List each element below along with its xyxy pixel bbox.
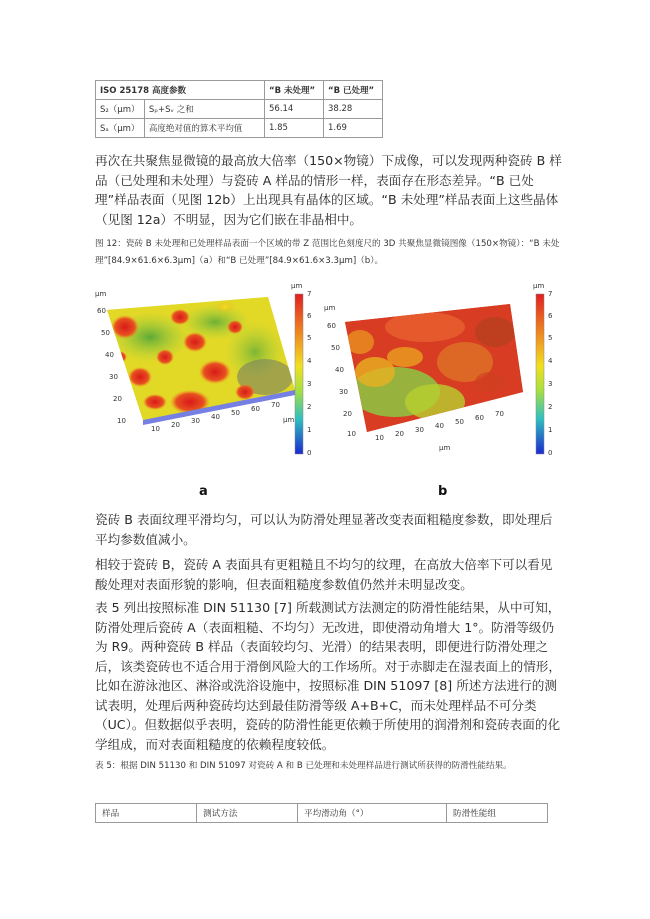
table-header-cell: 样品 [96, 804, 197, 823]
y-tick-label: 10 [347, 430, 356, 438]
figure-12 [95, 282, 565, 478]
y-tick-label: 30 [109, 373, 118, 381]
table-header-row [96, 804, 548, 823]
axis-unit-label: μm [439, 444, 451, 452]
scale-tick-label: 6 [307, 312, 312, 320]
table-header-row [96, 81, 383, 100]
table-cell: Sₚ+Sᵥ 之和 [144, 100, 264, 119]
scale-tick-label: 1 [307, 426, 312, 434]
y-tick-label: 20 [113, 395, 122, 403]
axis-unit-label: μm [324, 304, 336, 312]
scale-tick-label: 7 [307, 290, 312, 298]
scale-tick-label: 2 [307, 403, 312, 411]
figure-12-caption: 图 12：瓷砖 B 未处理和已处理样品表面一个区域的带 Z 范围比色刻度尺的 3D 共聚焦显微镜图像（150×物镜）：“B 未处理”[84.9×61.6×6.3μm]（a）和“B 已处理”[84.9×61.6×3.3μm]（b）。 [95, 239, 560, 266]
table-cell: 56.14 [265, 100, 324, 119]
y-tick-label: 60 [327, 322, 336, 330]
color-scale-a [295, 294, 303, 454]
x-tick-label: 50 [231, 409, 240, 417]
paragraph-tile-b-texture: 瓷砖 B 表面纹理平滑均匀，可以认为防滑处理显著改变表面粗糙度参数，即处理后平均参数值减小。 [95, 512, 553, 547]
y-tick-label: 50 [101, 329, 110, 337]
x-tick-label: 70 [495, 410, 504, 418]
x-tick-label: 10 [375, 434, 384, 442]
table-cell: 高度绝对值的算术平均值 [144, 119, 264, 138]
scale-tick-label: 0 [548, 449, 553, 457]
scale-tick-label: 3 [307, 380, 312, 388]
table-row [96, 119, 383, 138]
x-tick-label: 50 [455, 418, 464, 426]
x-tick-label: 30 [415, 426, 424, 434]
x-tick-label: 70 [271, 401, 280, 409]
x-tick-label: 40 [211, 413, 220, 421]
table-header-cell: “B 已处理” [324, 81, 383, 100]
roughness-parameters-table [95, 80, 383, 138]
surface-plot-a [95, 282, 305, 432]
table-header-cell: 测试方法 [197, 804, 298, 823]
table-header-cell: 防滑性能组 [447, 804, 548, 823]
x-tick-label: 40 [435, 422, 444, 430]
paragraph-crystal-observation: 再次在共聚焦显微镜的最高放大倍率（150×物镜）下成像，可以发现两种瓷砖 B 样品（已处理和未处理）与瓷砖 A 样品的情形一样，表面存在形态差异。“B 已处理”样品表面（见图 12b）上出现具有晶体的区域。“B 未处理”样品表面上这些晶体（见图 12a）不明显，因为它们嵌在非晶相中。 [95, 153, 562, 227]
x-tick-label: 10 [151, 425, 160, 433]
y-tick-label: 40 [105, 351, 114, 359]
paragraph-tile-a-texture: 相较于瓷砖 B，瓷砖 A 表面具有更粗糙且不均匀的纹理，在高放大倍率下可以看见酸处理对表面形貌的影响，但表面粗糙度参数值仍然并未明显改变。 [95, 557, 553, 592]
y-tick-label: 50 [331, 344, 340, 352]
scale-tick-label: 5 [548, 334, 553, 342]
table-5-caption: 表 5：根据 DIN 51130 和 DIN 51097 对瓷砖 A 和 B 已处理和未处理样品进行测试所获得的防滑性能结果。 [95, 761, 512, 771]
y-tick-label: 10 [117, 417, 126, 425]
x-tick-label: 30 [191, 417, 200, 425]
y-tick-label: 30 [339, 388, 348, 396]
paragraph-slip-resistance: 表 5 列出按照标准 DIN 51130 [7] 所载测试方法测定的防滑性能结果，从中可知，防滑处理后瓷砖 A（表面粗糙、不均匀）无改进，即使滑动角增大 1°。防滑等级仍为 R9。两种瓷砖 B 样品（表面较均匀、光滑）的结果表明，即便进行防滑处理之后，该类瓷砖也不适合用于滑倒风险大的工作场所。对于赤脚走在湿表面上的情形，比如在游泳池区、淋浴或洗浴设施中，按照标准 DIN 51097 [8] 所述方法进行的测试表明，处理后两种瓷砖均达到最佳防滑等级 A+B+C，而未处理样品不可分类（UC）。但数据似乎表明，瓷砖的防滑性能更依赖于所使用的润滑剂和瓷砖表面的化学组成，而对表面粗糙度的依赖程度较低。 [95, 600, 561, 752]
table-header-cell: 平均滑动角（°） [298, 804, 447, 823]
scale-unit-label: μm [533, 282, 545, 290]
scale-tick-label: 7 [548, 290, 553, 298]
surface-plot-b [335, 292, 535, 442]
table-cell: S₂（μm） [96, 100, 145, 119]
scale-tick-label: 4 [307, 357, 312, 365]
table-cell: 1.85 [265, 119, 324, 138]
table-cell: 1.69 [324, 119, 383, 138]
scale-tick-label: 4 [548, 357, 553, 365]
y-tick-label: 60 [97, 307, 106, 315]
figure-label-a: a [199, 484, 208, 499]
scale-tick-label: 3 [548, 380, 553, 388]
scale-tick-label: 6 [548, 312, 553, 320]
y-tick-label: 40 [335, 366, 344, 374]
x-tick-label: 20 [171, 421, 180, 429]
x-tick-label: 60 [251, 405, 260, 413]
table-header-cell: ISO 25178 高度参数 [96, 81, 265, 100]
table-cell: Sₐ（μm） [96, 119, 145, 138]
table-cell: 38.28 [324, 100, 383, 119]
x-tick-label: 20 [395, 430, 404, 438]
y-tick-label: 20 [343, 410, 352, 418]
table-row [96, 100, 383, 119]
color-scale-b [536, 294, 544, 454]
scale-tick-label: 5 [307, 334, 312, 342]
slip-resistance-table [95, 803, 548, 823]
scale-tick-label: 1 [548, 426, 553, 434]
scale-unit-label: μm [291, 282, 303, 290]
scale-tick-label: 2 [548, 403, 553, 411]
figure-label-b: b [438, 484, 448, 499]
scale-tick-label: 0 [307, 449, 312, 457]
axis-unit-label: μm [283, 416, 295, 424]
axis-unit-label: μm [95, 290, 107, 298]
table-header-cell: “B 未处理” [265, 81, 324, 100]
x-tick-label: 60 [475, 414, 484, 422]
